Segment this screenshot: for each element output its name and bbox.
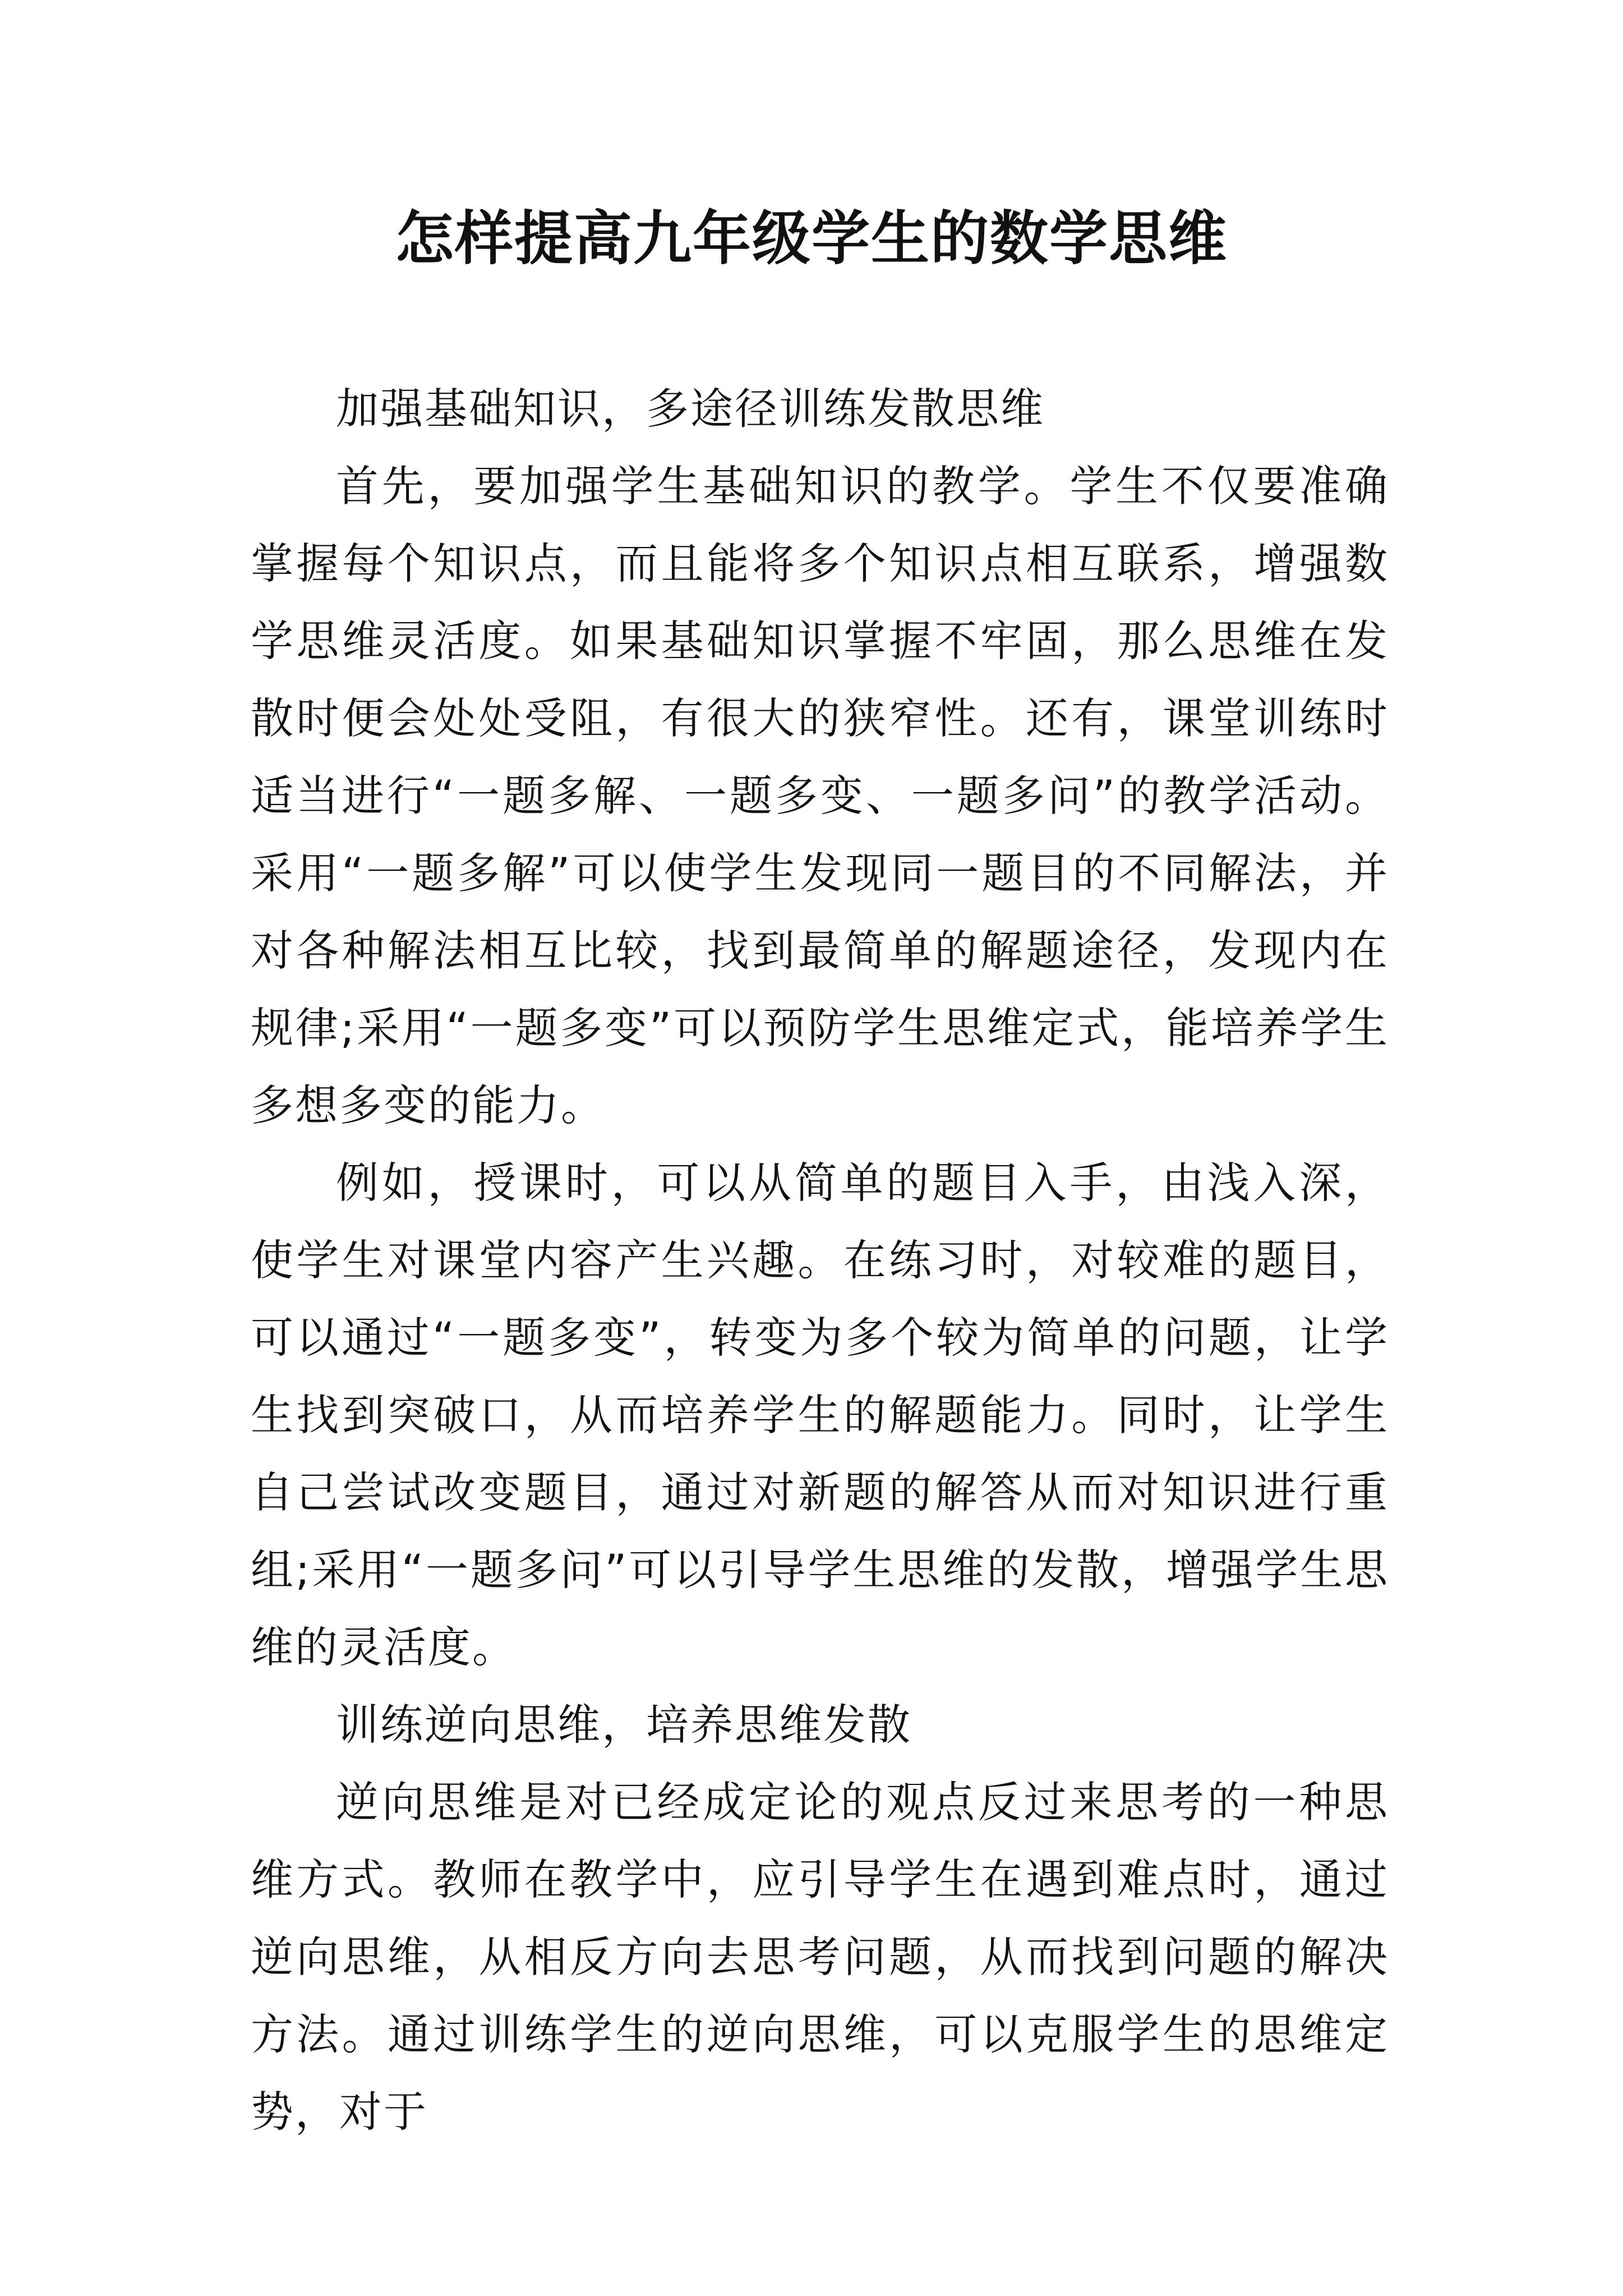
document-title: 怎样提高九年级学生的数学思维: [395, 204, 1228, 273]
body-paragraph: 逆向思维是对已经成定论的观点反过来思考的一种思维方式。教师在教学中，应引导学生在遇到难点时，通过逆向思维，从相反方向去思考问题，从而找到问题的解决方法。通过训练学生的逆向思维，可以克服学生的思维定势，对于: [251, 1777, 1389, 2137]
section-heading: 训练逆向思维，培养思维发散: [336, 1700, 912, 1750]
body-paragraph: 首先，要加强学生基础知识的教学。学生不仅要准确掌握每个知识点，而且能将多个知识点相互联系，增强数学思维灵活度。如果基础知识掌握不牢固，那么思维在发散时便会处处受阻，有很大的狭窄性。还有，课堂训练时适当进行“一题多解、一题多变、一题多问”的教学活动。采用“一题多解”可以使学生发现同一题目的不同解法，并对各种解法相互比较，找到最简单的解题途径，发现内在规律;采用“一题多变”可以预防学生思维定式，能培养学生多想多变的能力。: [251, 461, 1389, 1130]
body-paragraph: 例如，授课时，可以从简单的题目入手，由浅入深，使学生对课堂内容产生兴趣。在练习时，对较难的题目，可以通过“一题多变”，转变为多个较为简单的问题，让学生找到突破口，从而培养学生的解题能力。同时，让学生自己尝试改变题目，通过对新题的解答从而对知识进行重组;采用“一题多问”可以引导学生思维的发散，增强学生思维的灵活度。: [251, 1158, 1389, 1672]
document-body: [251, 370, 1389, 2151]
section-heading: 加强基础知识，多途径训练发散思维: [336, 384, 1045, 434]
